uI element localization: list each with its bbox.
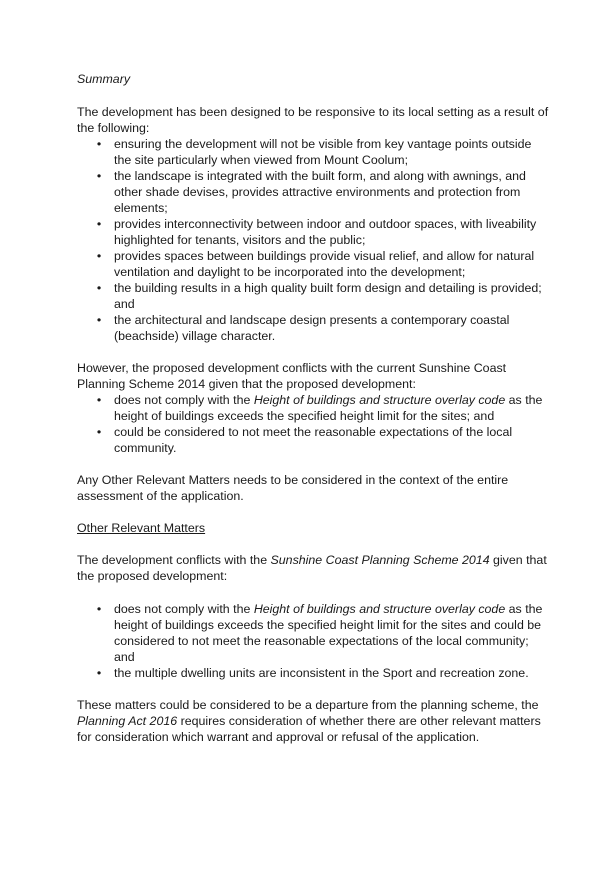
bullet-icon: • <box>96 169 102 183</box>
list-item: • ensuring the development will not be visible from key vantage points outside the site particularly when viewed from Mount Coolum; <box>77 136 552 168</box>
however-bullet-list <box>77 392 552 456</box>
list-item: • provides spaces between buildings provide visual relief, and allow for natural ventilation and daylight to be incorporated into the development; <box>77 248 552 280</box>
summary-bullet-list <box>77 136 552 344</box>
bullet-icon: • <box>96 217 102 231</box>
list-item: • could be considered to not meet the reasonable expectations of the local community. <box>77 424 552 456</box>
other-matters-bullet-list <box>77 601 552 681</box>
however-intro: However, the proposed development conflicts with the current Sunshine Coast Planning Scheme 2014 given that the proposed development: <box>77 361 507 391</box>
other-matters-heading: Other Relevant Matters <box>77 521 206 535</box>
bullet-icon: • <box>96 393 102 407</box>
list-item: • the multiple dwelling units are inconsistent in the Sport and recreation zone. <box>77 665 552 681</box>
bullet-icon: • <box>96 313 102 327</box>
other-matters-intro: The development conflicts with the Sunshine Coast Planning Scheme 2014 given that the proposed development: <box>77 553 547 583</box>
other-matters-closing: These matters could be considered to be a departure from the planning scheme, the Planning Act 2016 requires consideration of whether there are other relevant matters for consideration which warrant and approval or refusal of the application. <box>77 698 541 744</box>
list-item: • the landscape is integrated with the built form, and along with awnings, and other shade devises, provides attractive environments and protection from elements; <box>77 168 552 216</box>
list-item: • the architectural and landscape design presents a contemporary coastal (beachside) village character. <box>77 312 552 344</box>
document-body <box>77 71 552 745</box>
bullet-icon: • <box>96 137 102 151</box>
list-item: • the building results in a high quality built form design and detailing is provided; and <box>77 280 552 312</box>
list-item: • does not comply with the Height of buildings and structure overlay code as the height of buildings exceeds the specified height limit for the sites; and <box>77 392 552 424</box>
bullet-icon: • <box>96 425 102 439</box>
bullet-icon: • <box>96 666 102 680</box>
bullet-icon: • <box>96 602 102 616</box>
list-item: • provides interconnectivity between indoor and outdoor spaces, with liveability highlighted for tenants, visitors and the public; <box>77 216 552 248</box>
bullet-icon: • <box>96 281 102 295</box>
list-item: • does not comply with the Height of buildings and structure overlay code as the height of buildings exceeds the specified height limit for the sites and could be considered to not meet the reasonable expectations of the local community; and <box>77 601 552 665</box>
bullet-icon: • <box>96 249 102 263</box>
summary-closing: Any Other Relevant Matters needs to be considered in the context of the entire assessment of the application. <box>77 473 509 503</box>
summary-heading: Summary <box>77 72 131 86</box>
summary-intro: The development has been designed to be responsive to its local setting as a result of the following: <box>77 105 549 135</box>
